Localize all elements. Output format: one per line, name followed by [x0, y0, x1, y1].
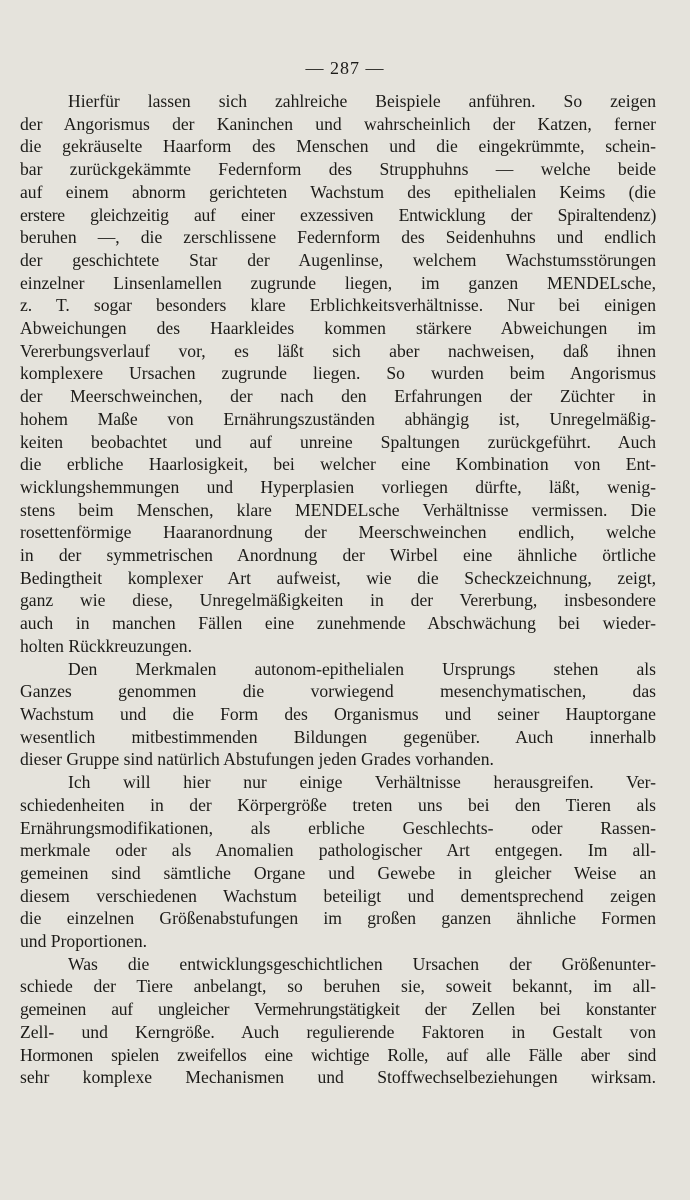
text-line: Den Merkmalen autonom-epithelialen Ursprungs stehen als	[68, 658, 656, 679]
text-line: Ganzes genommen die vorwiegend mesenchymatischen, das	[20, 681, 656, 702]
text-line: Ernährungsmodifikationen, als erbliche Geschlechts- oder Rassen-	[20, 817, 656, 838]
text-line: rosettenförmige Haaranordnung der Meerschweinchen endlich, welche	[20, 522, 656, 543]
text-line: der geschichtete Star der Augenlinse, welchem Wachstumsstörungen	[20, 249, 656, 270]
text-line: Vererbungsverlauf vor, es läßt sich aber nachweisen, daß ihnen	[20, 340, 656, 361]
text-line: Bedingtheit komplexer Art aufweist, wie die Scheckzeichnung, zeigt,	[20, 567, 656, 588]
text-line: keiten beobachtet und auf unreine Spaltungen zurückgeführt. Auch	[20, 431, 656, 452]
text-line: in der symmetrischen Anordnung der Wirbel eine ähnliche örtliche	[20, 545, 656, 566]
text-line: komplexere Ursachen zugrunde liegen. So wurden beim Angorismus	[20, 363, 656, 384]
text-line: wicklungshemmungen und Hyperplasien vorliegen dürfte, läßt, wenig-	[20, 476, 656, 497]
text-line: Zell- und Kerngröße. Auch regulierende Faktoren in Gestalt von	[20, 1021, 656, 1042]
text-line: auch in manchen Fällen eine zunehmende Abschwächung bei wieder-	[20, 613, 656, 634]
text-line: dieser Gruppe sind natürlich Abstufungen jeden Grades vorhanden.	[20, 749, 494, 770]
body-text	[20, 90, 656, 1089]
page-number: — 287 —	[305, 58, 385, 78]
text-line: stens beim Menschen, klare MENDELsche Verhältnisse vermissen. Die	[20, 499, 656, 520]
text-line: Wachstum und die Form des Organismus und seiner Hauptorgane	[20, 703, 656, 724]
text-line: auf einem abnorm gerichteten Wachstum des epithelialen Keims (die	[20, 181, 656, 202]
paragraph-1	[20, 90, 656, 658]
text-line: die gekräuselte Haarform des Menschen und die eingekrümmte, schein-	[20, 136, 656, 157]
text-line: Abweichungen des Haarkleides kommen stärkere Abweichungen im	[20, 318, 656, 339]
text-line: merkmale oder als Anomalien pathologischer Art entgegen. Im all-	[20, 840, 656, 861]
text-line: schiedenheiten in der Körpergröße treten uns bei den Tieren als	[20, 794, 656, 815]
text-line: und Proportionen.	[20, 931, 148, 952]
text-line: die einzelnen Größenabstufungen im großen ganzen ähnliche Formen	[20, 908, 656, 929]
text-line: hohem Maße von Ernährungszuständen abhängig ist, Unregelmäßig-	[20, 408, 656, 429]
text-line: ganz wie diese, Unregelmäßigkeiten in der Vererbung, insbesondere	[20, 590, 656, 611]
text-line: wesentlich mitbestimmenden Bildungen gegenüber. Auch innerhalb	[20, 726, 656, 747]
text-line: der Meerschweinchen, der nach den Erfahrungen der Züchter in	[20, 386, 656, 407]
text-line: der Angorismus der Kaninchen und wahrscheinlich der Katzen, ferner	[20, 113, 656, 134]
text-line: sehr komplexe Mechanismen und Stoffwechselbeziehungen wirksam.	[20, 1067, 656, 1088]
text-line: schiede der Tiere anbelangt, so beruhen sie, soweit bekannt, im all-	[20, 976, 656, 997]
text-line: Was die entwicklungsgeschichtlichen Ursachen der Größenunter-	[68, 953, 656, 974]
text-line: gemeinen auf ungleicher Vermehrungstätigkeit der Zellen bei konstanter	[20, 999, 656, 1020]
text-line: Hormonen spielen zweifellos eine wichtige Rolle, auf alle Fälle aber sind	[20, 1044, 656, 1065]
text-line: holten Rückkreuzungen.	[20, 635, 192, 656]
text-line: gemeinen sind sämtliche Organe und Gewebe in gleicher Weise an	[20, 862, 656, 883]
paragraph-4	[20, 953, 656, 1089]
text-line: z. T. sogar besonders klare Erblichkeitsverhältnisse. Nur bei einigen	[20, 295, 656, 316]
text-line: beruhen —, die zerschlissene Federnform des Seidenhuhns und endlich	[20, 227, 656, 248]
paragraph-2	[20, 658, 656, 772]
text-line: Hierfür lassen sich zahlreiche Beispiele anführen. So zeigen	[68, 91, 656, 111]
text-line: einzelner Linsenlamellen zugrunde liegen, im ganzen MENDELsche,	[20, 272, 656, 293]
text-line: Ich will hier nur einige Verhältnisse herausgreifen. Ver-	[68, 772, 656, 793]
text-line: diesem verschiedenen Wachstum beteiligt und dementsprechend zeigen	[20, 885, 656, 906]
text-line: die erbliche Haarlosigkeit, bei welcher eine Kombination von Ent-	[20, 454, 656, 475]
text-line: erstere gleichzeitig auf einer exzessiven Entwicklung der Spiraltendenz)	[20, 204, 656, 225]
paragraph-3	[20, 771, 656, 953]
text-line: bar zurückgekämmte Federnform des Strupphuhns — welche beide	[20, 159, 656, 180]
